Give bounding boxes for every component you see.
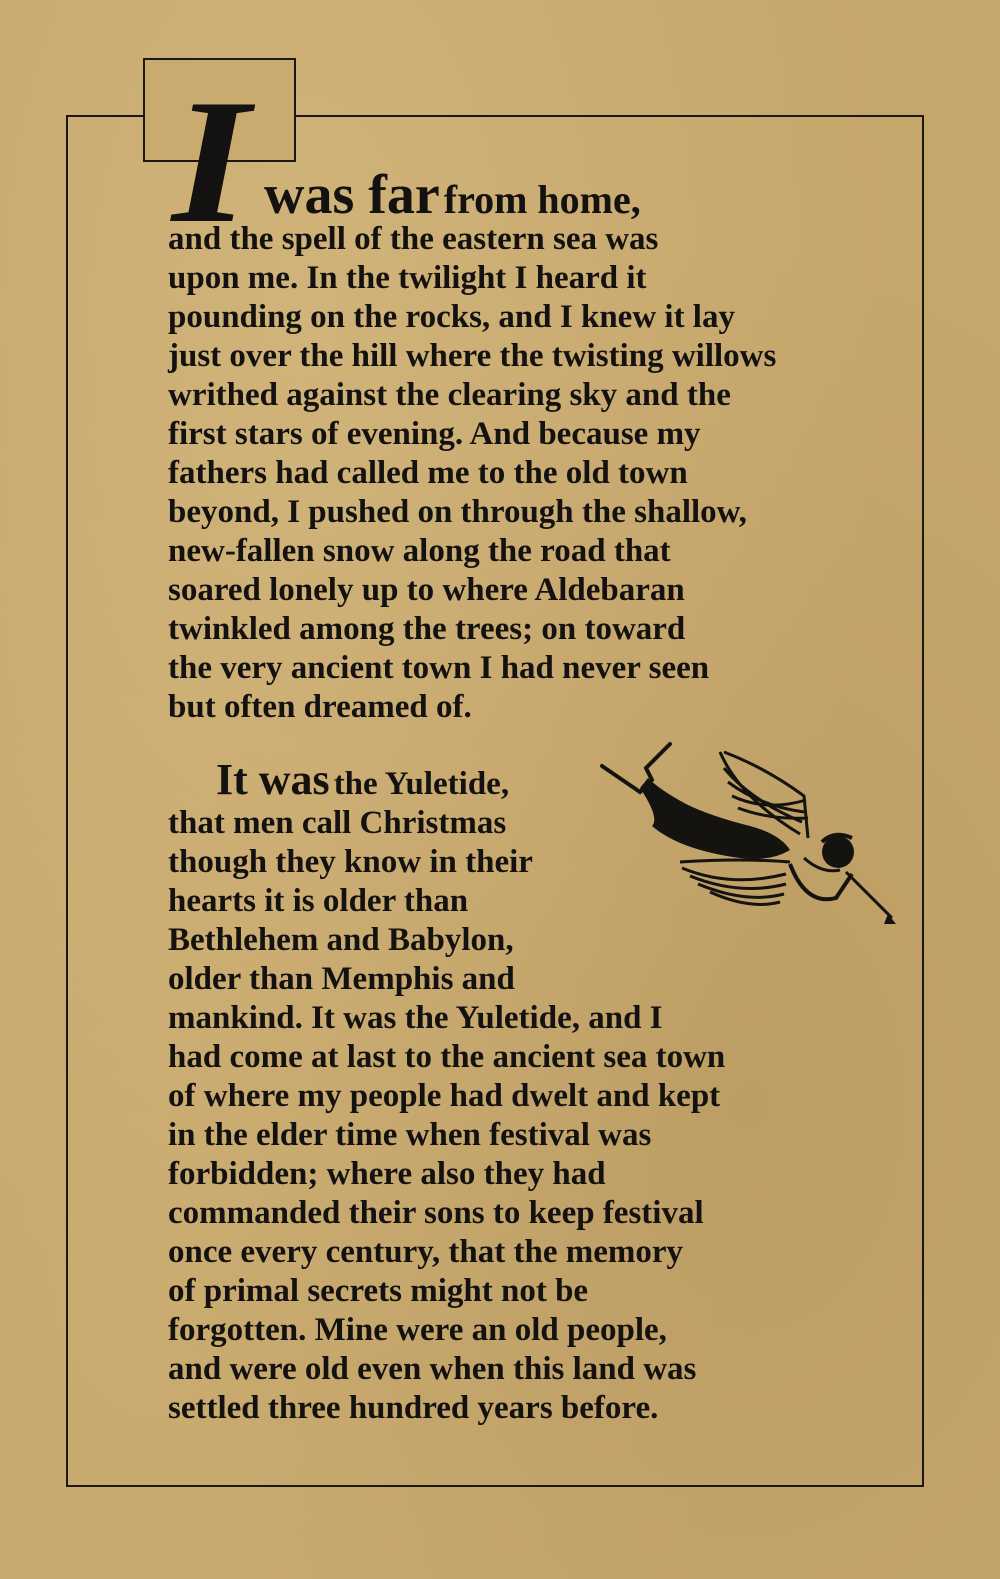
text-line: in the elder time when festival was xyxy=(168,1117,652,1153)
text-line: and the spell of the eastern sea was xyxy=(168,221,659,257)
text-line: forgotten. Mine were an old people, xyxy=(168,1312,667,1348)
drop-cap-letter: I xyxy=(172,62,246,260)
text-line: first stars of evening. And because my xyxy=(168,416,701,452)
paragraph-2-opening xyxy=(216,754,509,805)
paragraph-1-body xyxy=(168,220,776,727)
text-line: the very ancient town I had never seen xyxy=(168,650,710,686)
text-line: once every century, that the memory xyxy=(168,1234,683,1270)
text-line: of where my people had dwelt and kept xyxy=(168,1078,721,1114)
text-line: writhed against the clearing sky and the xyxy=(168,377,731,413)
text-line: forbidden; where also they had xyxy=(168,1156,606,1192)
text-line: had come at last to the ancient sea town xyxy=(168,1039,726,1075)
text-line: Bethlehem and Babylon, xyxy=(168,922,514,958)
text-line: fathers had called me to the old town xyxy=(168,455,688,491)
text-line: soared lonely up to where Aldebaran xyxy=(168,572,685,608)
text-line: older than Memphis and xyxy=(168,961,515,997)
text-line: just over the hill where the twisting willows xyxy=(168,338,777,374)
text-line: twinkled among the trees; on toward xyxy=(168,611,686,647)
text-line: of primal secrets might not be xyxy=(168,1273,589,1309)
text-line: hearts it is older than xyxy=(168,883,469,919)
paragraph-1-opening-large: was far xyxy=(264,164,440,226)
text-line: pounding on the rocks, and I knew it lay xyxy=(168,299,735,335)
text-line: commanded their sons to keep festival xyxy=(168,1195,704,1231)
text-line: though they know in their xyxy=(168,844,533,880)
text-line: new-fallen snow along the road that xyxy=(168,533,671,569)
paragraph-2-opening-small: the Yuletide, xyxy=(333,766,510,802)
text-line: that men call Christmas xyxy=(168,805,507,841)
text-line: and were old even when this land was xyxy=(168,1351,697,1387)
paragraph-1-opening-small: from home, xyxy=(443,177,641,222)
text-line: beyond, I pushed on through the shallow, xyxy=(168,494,747,530)
paragraph-1-opening xyxy=(264,163,641,227)
text-line: upon me. In the twilight I heard it xyxy=(168,260,647,296)
text-line: settled three hundred years before. xyxy=(168,1390,659,1426)
text-line: mankind. It was the Yuletide, and I xyxy=(168,1000,663,1036)
paragraph-2-opening-large: It was xyxy=(216,755,330,804)
flying-angel-icon xyxy=(590,738,910,938)
text-line: but often dreamed of. xyxy=(168,689,472,725)
